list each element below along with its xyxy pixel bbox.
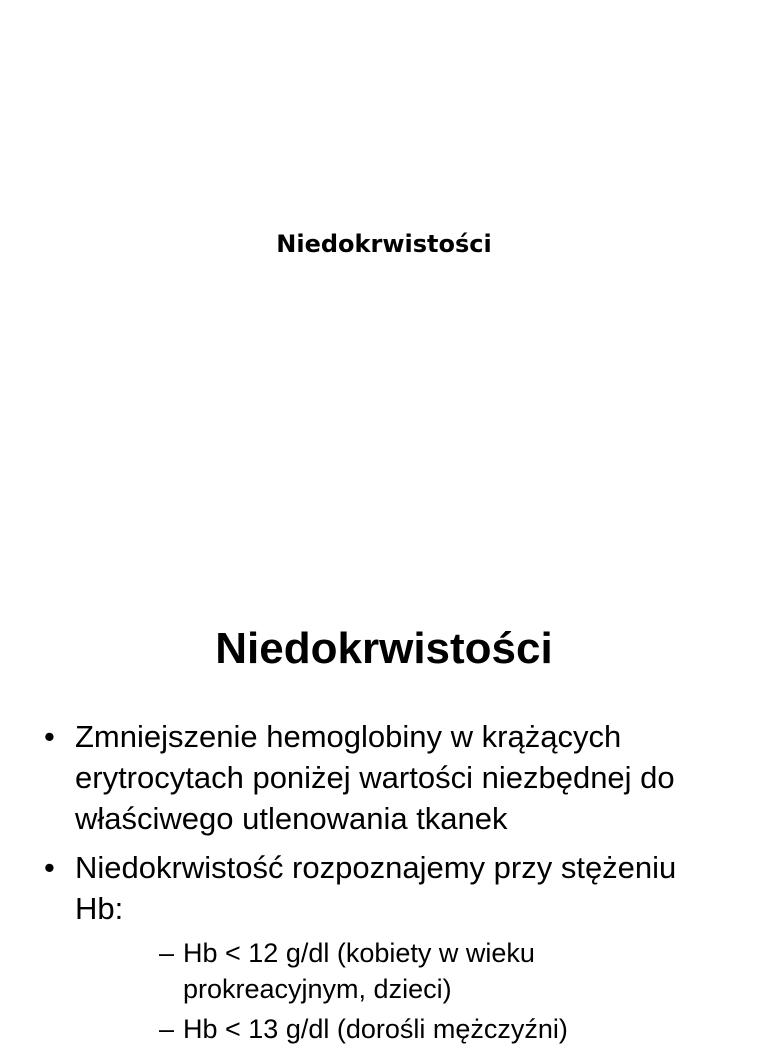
- bullet-text: Niedokrwistość rozpoznajemy przy stężeniu Hb:: [75, 850, 677, 926]
- slide-title: Niedokrwistości: [215, 624, 553, 673]
- bullet-text: Zmniejszenie hemoglobiny w krążących erytrocytach poniżej wartości niezbędnej do właściwego utlenowania tkanek: [75, 719, 675, 836]
- sub-bullet-item: [75, 1011, 728, 1047]
- bullet-item: [0, 716, 768, 839]
- cover-title: Niedokrwistości: [276, 230, 492, 258]
- sub-bullet-text: Hb < 13 g/dl (dorośli mężczyźni): [183, 1014, 568, 1044]
- bullet-item: [0, 847, 768, 1047]
- bullet-marker: •: [44, 850, 55, 885]
- bullet-list: [0, 716, 768, 1055]
- sub-bullet-list: [75, 935, 728, 1047]
- bullet-marker: •: [44, 719, 55, 754]
- sub-bullet-marker: –: [159, 1014, 175, 1044]
- sub-bullet-item: [75, 935, 728, 1007]
- sub-bullet-marker: –: [159, 938, 175, 968]
- sub-bullet-text: Hb < 12 g/dl (kobiety w wieku prokreacyjnym, dzieci): [183, 938, 535, 1004]
